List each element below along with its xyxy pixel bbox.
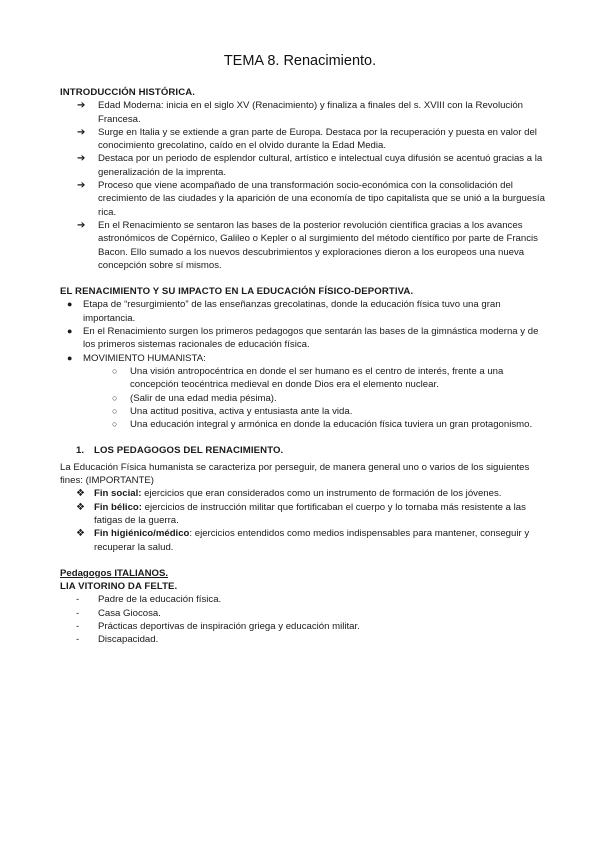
italianos-heading: Pedagogos ITALIANOS.: [60, 567, 169, 579]
list-item: ➔ Surge en Italia y se extiende a gran parte de Europa. Destaca por la recuperación y puesta en valor del conocimiento grecolatino, caído en el olvido durante la Edad Media.: [77, 126, 537, 152]
bullet-circle-icon: ○: [112, 405, 118, 416]
pedagogos-intro: La Educación Física humanista se caracteriza por perseguir, de manera general uno o varios de los siguientes fines: (IMPORTANTE): [60, 461, 530, 487]
list-item: ● MOVIMIENTO HUMANISTA:: [67, 352, 206, 364]
dash-bullet: -: [76, 620, 80, 632]
list-item: ➔ En el Renacimiento se sentaron las bases de la posterior revolución científica gracias a los avances astronómicos de Copérnico, Galileo o Kepler o al surgimiento del método científico por parte de Francis Bacon. Ello sumado a los nuevos descubrimientos y exploraciones dieron a los europeos una nueva concepción sobre sí mismos.: [77, 219, 538, 271]
bullet-circle-icon: ○: [112, 392, 118, 403]
arrow-icon: ➔: [77, 100, 86, 112]
bullet-dot-icon: ●: [67, 352, 73, 363]
list-item: ➔ Proceso que viene acompañado de una transformación socio-económica con la consolidación del crecimiento de las ciudades y la aparición de una economía de tipo capitalista que se unió a la burguesía rica.: [77, 180, 545, 218]
bullet-dot-icon: ●: [67, 299, 73, 310]
list-item: ○ Una educación integral y armónica en donde la educación física tuviera un gran protagonismo.: [112, 419, 533, 431]
list-item: ❖ Fin bélico: ejercicios de instrucción militar que fortificaban el cuerpo y lo tornaba más resistente a las fatigas de la guerra.: [76, 501, 526, 526]
dash-bullet: -: [76, 634, 80, 646]
arrow-icon: ➔: [77, 126, 86, 138]
list-item: ➔ Edad Moderna: inicia en el siglo XV (Renacimiento) y finaliza a finales del s. XVIII con la Revolución Francesa.: [77, 100, 524, 125]
document-body: [60, 86, 550, 647]
list-item: ● Etapa de “resurgimiento” de las enseñanzas grecolatinas, donde la educación física tuvo una gran importancia.: [67, 299, 501, 324]
page-title: TEMA 8. Renacimiento.: [223, 53, 377, 69]
arrow-icon: ➔: [77, 219, 86, 231]
list-item: ○ (Salir de una edad media pésima).: [112, 392, 277, 404]
fin-label: Fin higiénico/médico: [94, 528, 190, 540]
dash-bullet: -: [76, 594, 80, 606]
list-item: - Casa Giocosa.: [76, 607, 161, 619]
intro-list: [60, 99, 550, 272]
intro-heading: INTRODUCCIÓN HISTÓRICA.: [60, 87, 196, 98]
arrow-icon: ➔: [77, 180, 86, 192]
list-item: ➔ Destaca por un periodo de esplendor cultural, artístico e intelectual cuya difusión se acentuó gracias a la generalización de la imprenta.: [77, 153, 543, 178]
vitorino-list: [60, 593, 550, 646]
impact-heading: EL RENACIMIENTO Y SU IMPACTO EN LA EDUCACIÓN FÍSICO-DEPORTIVA.: [60, 286, 414, 298]
bullet-circle-icon: ○: [112, 365, 118, 376]
list-item: - Discapacidad.: [76, 634, 159, 646]
list-item: ❖ Fin social: ejercicios que eran considerados como un instrumento de formación de los jóvenes.: [76, 488, 502, 500]
fines-list: [60, 487, 550, 553]
arrow-icon: ➔: [77, 153, 86, 165]
list-item: ○ Una visión antropocéntrica en donde el ser humano es el centro de interés, frente a una concepción teocéntrica medieval en donde Dios era el elemento nuclear.: [112, 365, 504, 391]
section-number: 1.: [76, 445, 85, 457]
fin-label: Fin social:: [94, 488, 142, 500]
fin-label: Fin bélico:: [94, 501, 142, 513]
pedagogos-heading: 1. LOS PEDAGOGOS DEL RENACIMIENTO.: [76, 445, 284, 457]
humanist-list: [60, 365, 550, 431]
impact-list: [60, 298, 550, 364]
diamond-bullet-icon: ❖: [76, 488, 85, 500]
diamond-bullet-icon: ❖: [76, 528, 85, 540]
list-item: - Padre de la educación física.: [76, 594, 222, 606]
list-item: - Prácticas deportivas de inspiración griega y educación militar.: [76, 620, 360, 632]
vitorino-heading: LIA VITORINO DA FELTE.: [60, 581, 178, 593]
bullet-dot-icon: ●: [67, 326, 73, 337]
bullet-circle-icon: ○: [112, 419, 118, 430]
list-item: ○ Una actitud positiva, activa y entusiasta ante la vida.: [112, 405, 353, 417]
diamond-bullet-icon: ❖: [76, 501, 85, 513]
list-item: ● En el Renacimiento surgen los primeros pedagogos que sentarán las bases de la gimnástica moderna y de los primeros sistemas racionales de educación física.: [67, 326, 539, 351]
dash-bullet: -: [76, 607, 80, 619]
list-item: ❖ Fin higiénico/médico: ejercicios entendidos como medios indispensables para mantener, conseguir y recuperar la salud.: [76, 528, 530, 553]
